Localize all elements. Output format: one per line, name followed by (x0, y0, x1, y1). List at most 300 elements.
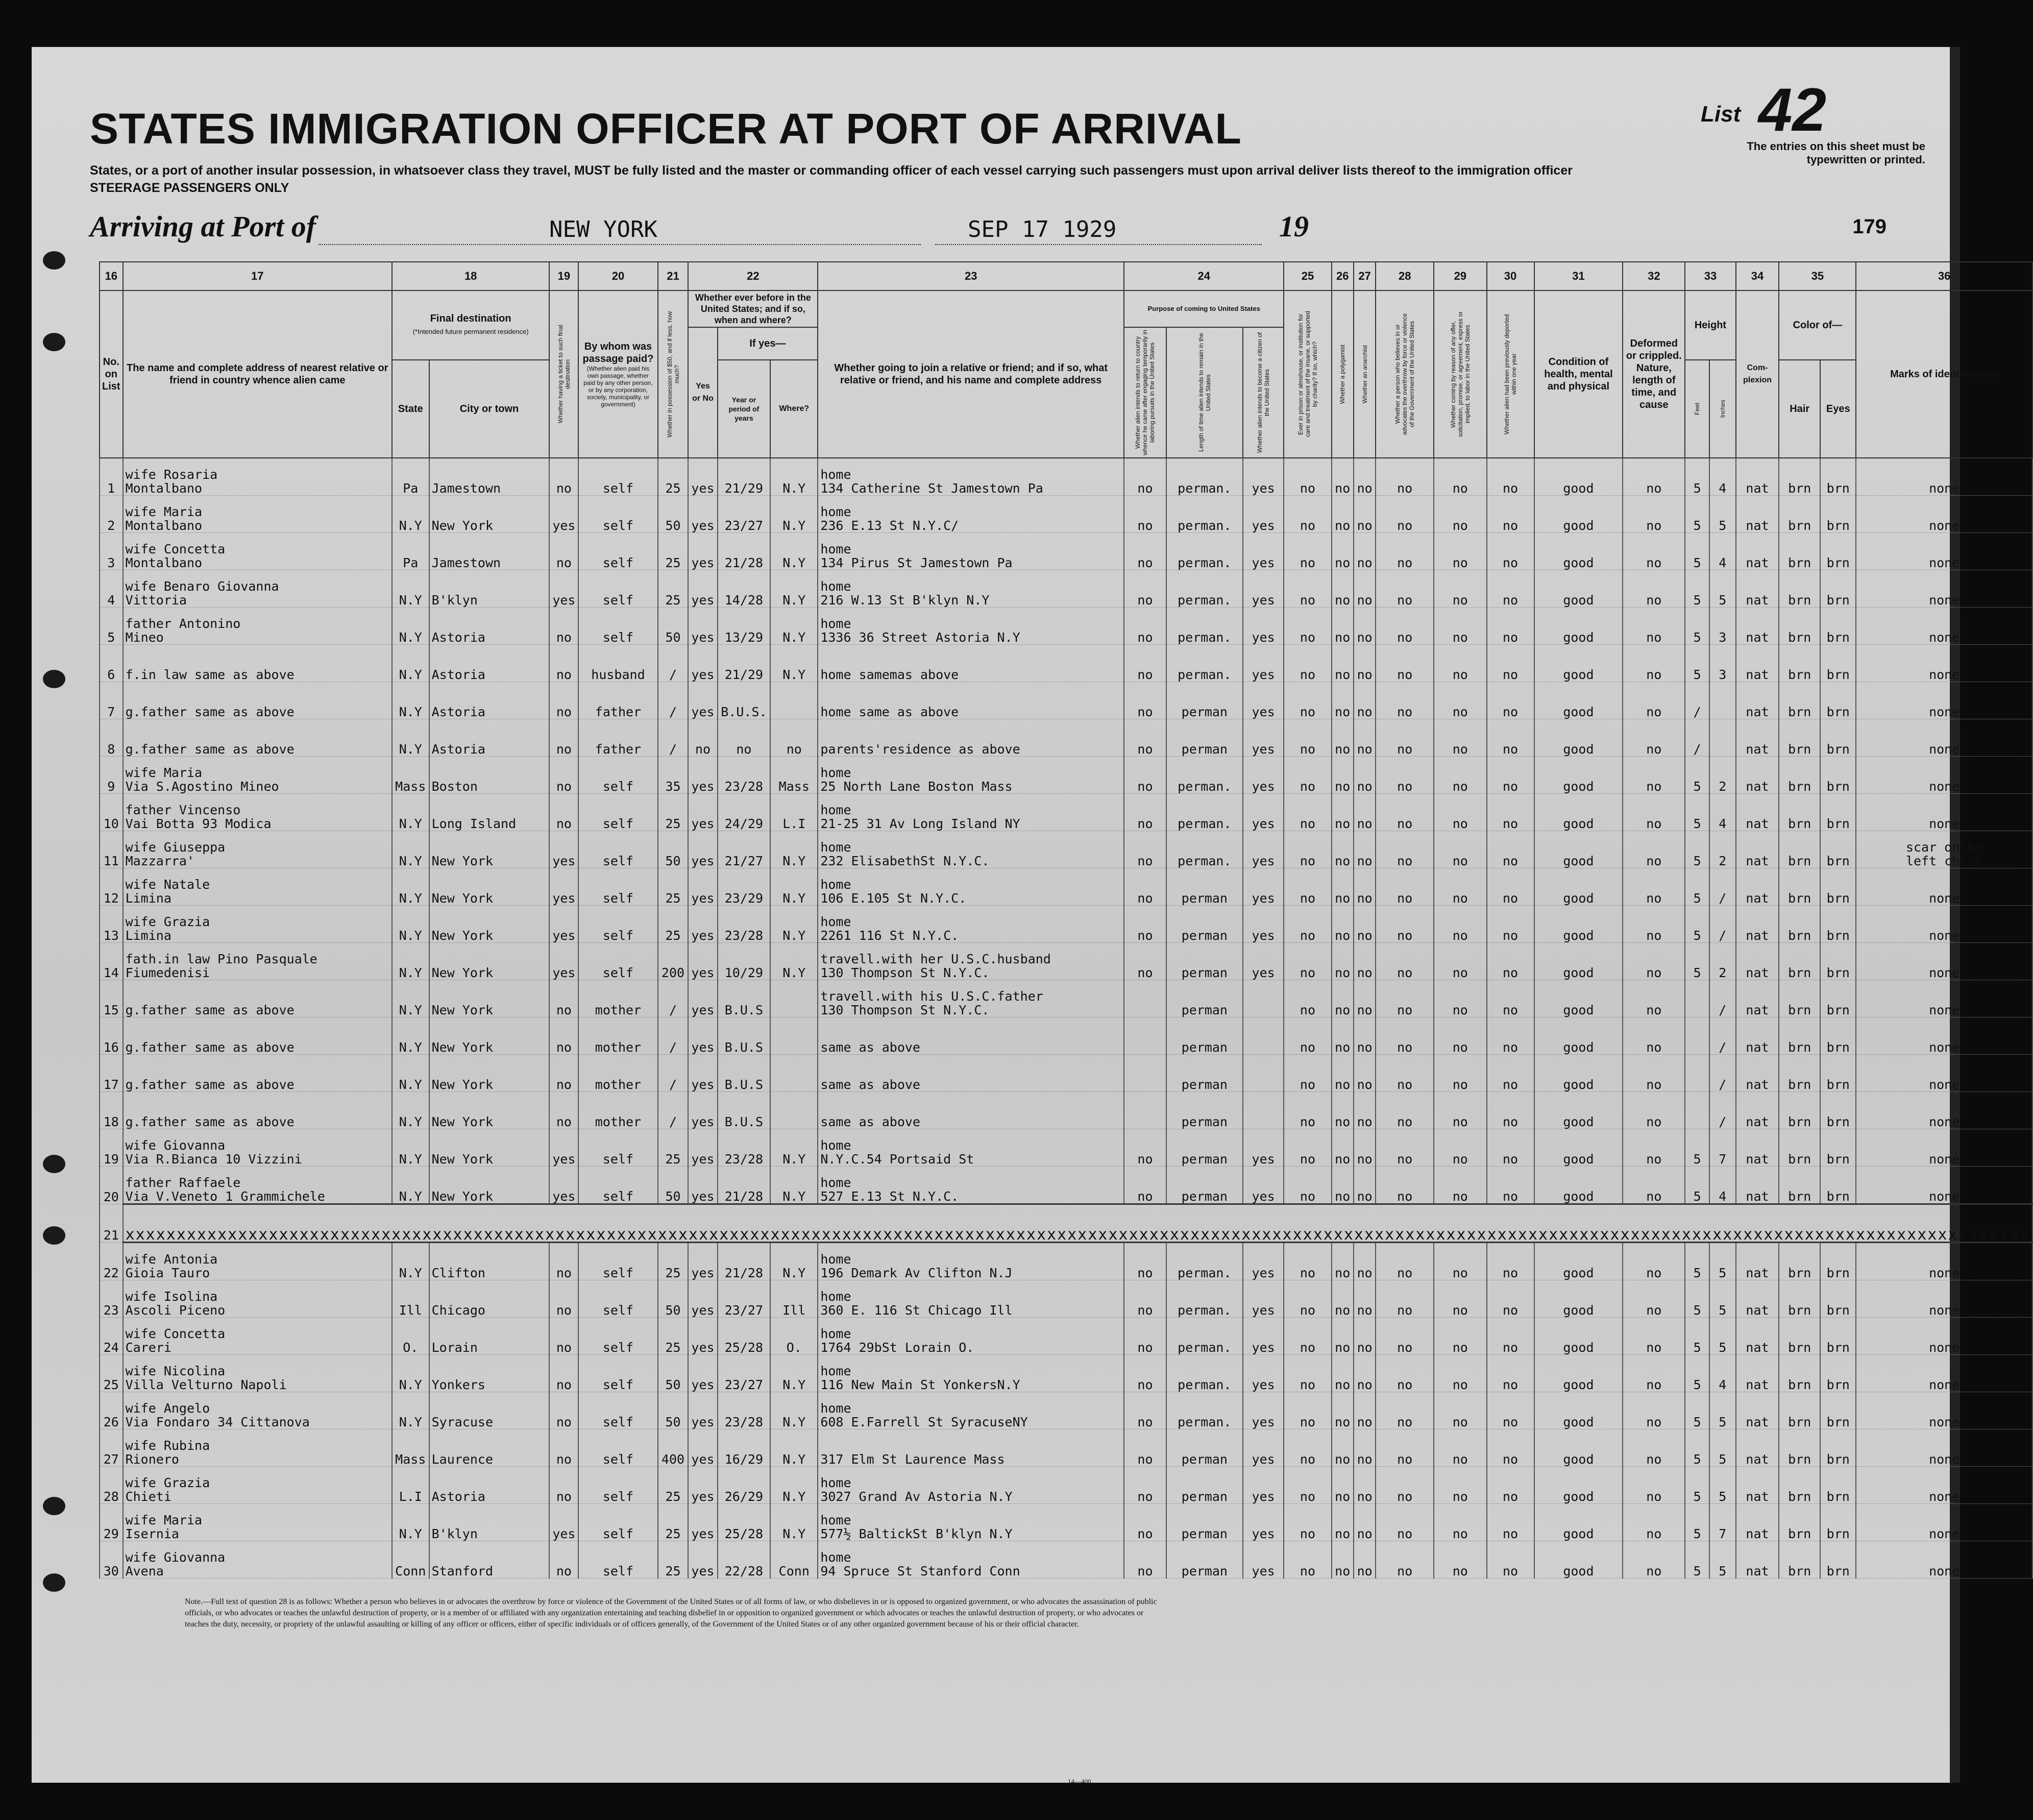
prison-value: no (1284, 1092, 1331, 1129)
relative-name-line: wife Antonia (125, 1252, 218, 1267)
previous-visit-value: yes (688, 1392, 717, 1429)
period-value: 23/27 (718, 496, 771, 533)
row-number: 16 (100, 1017, 123, 1055)
prison-value: no (1284, 831, 1331, 868)
hair-value: brn (1779, 1429, 1820, 1467)
hair-value: brn (1779, 608, 1820, 645)
marks-value: none (1856, 868, 2032, 906)
previous-visit-value: yes (688, 1243, 717, 1280)
eyes-value: brn (1820, 1129, 1856, 1167)
col-header-no-on-list: No. on List (100, 290, 123, 458)
length-value: perman (1166, 1055, 1243, 1092)
previous-visit-value: yes (688, 645, 717, 682)
steerage-note: STEERAGE PASSENGERS ONLY (90, 181, 289, 195)
deported-value: no (1487, 868, 1534, 906)
join-relative-value-line: travell.with his U.S.C.father (820, 989, 1043, 1004)
period-value: B.U.S (718, 1092, 771, 1129)
q29-value: no (1434, 570, 1486, 608)
feet-value: 5 (1685, 1541, 1709, 1579)
hair-value: brn (1779, 831, 1820, 868)
dest-city: Yonkers (429, 1355, 550, 1392)
length-value: perman (1166, 1467, 1243, 1504)
citizen-value (1243, 1017, 1284, 1055)
complexion-value: nat (1736, 645, 1779, 682)
prison-value: no (1284, 533, 1331, 570)
money-value: 25 (658, 533, 689, 570)
anarchist-value: no (1354, 1055, 1376, 1092)
complexion-value: nat (1736, 980, 1779, 1017)
join-relative-value-line: home (820, 1401, 851, 1416)
relative-name-line: wife Isolina (125, 1289, 218, 1304)
complexion-value: nat (1736, 682, 1779, 719)
join-relative-value (818, 1129, 1124, 1167)
passage-paid-value: husband (578, 645, 657, 682)
complexion-value: nat (1736, 1243, 1779, 1280)
citizen-value: yes (1243, 943, 1284, 980)
anarchist-value: no (1354, 1355, 1376, 1392)
table-row (100, 1129, 2032, 1167)
health-value: good (1534, 943, 1623, 980)
deformed-value: no (1623, 1467, 1685, 1504)
join-relative-value (818, 1541, 1124, 1579)
col-header-feet (1685, 360, 1709, 458)
passage-paid-value: mother (578, 1092, 657, 1129)
where-value: N.Y (770, 1392, 818, 1429)
q29-value: no (1434, 1243, 1486, 1280)
table-row (100, 1392, 2032, 1429)
dest-state: N.Y (392, 868, 429, 906)
relative-name (123, 943, 392, 980)
length-value: perman. (1166, 1243, 1243, 1280)
col-number: 19 (549, 262, 578, 290)
feet-value: 5 (1685, 1243, 1709, 1280)
passage-paid-value: self (578, 496, 657, 533)
q29-value: no (1434, 533, 1486, 570)
dest-city: New York (429, 831, 550, 868)
q28-value: no (1376, 1467, 1434, 1504)
previous-visit-value: yes (688, 496, 717, 533)
health-value: good (1534, 831, 1623, 868)
length-value: perman (1166, 1129, 1243, 1167)
prison-header-text: Ever in prison or almshouse, or institution for care and treatment of the insane, or supported by charity? If so, which? (1296, 311, 1318, 438)
col-number: 36 (1856, 262, 2032, 290)
col-header-inches (1709, 360, 1736, 458)
health-value: good (1534, 906, 1623, 943)
money-value: 25 (658, 458, 689, 496)
feet-value: 5 (1685, 943, 1709, 980)
length-value: perman (1166, 1167, 1243, 1204)
length-value: perman. (1166, 757, 1243, 794)
marks-value: none (1856, 1429, 2032, 1467)
length-value: perman. (1166, 496, 1243, 533)
join-relative-value-line: home (820, 1364, 851, 1378)
dest-state: N.Y (392, 570, 429, 608)
hair-value: brn (1779, 757, 1820, 794)
inches-value: 4 (1709, 1355, 1736, 1392)
deported-value: no (1487, 1429, 1534, 1467)
health-value: good (1534, 570, 1623, 608)
relative-name-line: Avena (125, 1564, 164, 1579)
eyes-value: brn (1820, 868, 1856, 906)
passage-paid-value: self (578, 1392, 657, 1429)
ticket-value: no (549, 719, 578, 757)
passage-paid-label: By whom was passage paid? (582, 341, 654, 365)
complexion-value: nat (1736, 794, 1779, 831)
complexion-value: nat (1736, 906, 1779, 943)
period-value: 21/28 (718, 1243, 771, 1280)
complexion-value: nat (1736, 1392, 1779, 1429)
inches-header-text: Inches (1719, 400, 1726, 418)
polygamist-value: no (1332, 906, 1354, 943)
prison-value: no (1284, 1318, 1331, 1355)
q29-header-text: Whether coming by reason of any offer, solicitation, promise, or agreement, express or implied, to labor in the United States (1449, 311, 1471, 438)
relative-name-line: wife Maria (125, 765, 203, 780)
dest-city: New York (429, 1167, 550, 1204)
join-relative-value-line: 216 W.13 St B'klyn N.Y (820, 593, 990, 608)
relative-name-line: father Raffaele (125, 1175, 241, 1190)
col-number: 18 (392, 262, 549, 290)
marks-value: none (1856, 1243, 2032, 1280)
q28-value: no (1376, 1129, 1434, 1167)
deported-header-text: Whether alien had been previously deported within one year (1503, 314, 1518, 434)
ticket-value: no (549, 1092, 578, 1129)
dest-city: New York (429, 868, 550, 906)
header-subtitle: States, or a port of another insular possession, in whatsoever class they travel, MUST be fully listed and the master or commanding officer of each vessel carrying such passengers must upon arrival deliver lists thereof to the immigration officer (90, 163, 1573, 178)
money-value: 25 (658, 906, 689, 943)
anarchist-value: no (1354, 458, 1376, 496)
return-value: no (1124, 682, 1166, 719)
period-value: 13/29 (718, 608, 771, 645)
join-relative-value-line: 21-25 31 Av Long Island NY (820, 816, 1020, 831)
period-value: 23/29 (718, 868, 771, 906)
passage-paid-value: self (578, 458, 657, 496)
previous-visit-value: yes (688, 1504, 717, 1541)
marks-value: none (1856, 1541, 2032, 1579)
deported-value: no (1487, 831, 1534, 868)
prison-value: no (1284, 645, 1331, 682)
where-value: N.Y (770, 645, 818, 682)
row-number: 23 (100, 1280, 123, 1318)
where-value: N.Y (770, 1429, 818, 1467)
q29-value: no (1434, 1541, 1486, 1579)
eyes-value: brn (1820, 1429, 1856, 1467)
money-value: 25 (658, 1504, 689, 1541)
return-value (1124, 1017, 1166, 1055)
col-header-return (1124, 327, 1166, 458)
feet-value: 5 (1685, 757, 1709, 794)
feet-value: 5 (1685, 1167, 1709, 1204)
inches-value: 7 (1709, 1504, 1736, 1541)
relative-name-line: wife Maria (125, 1513, 203, 1527)
inches-value: / (1709, 1092, 1736, 1129)
money-value: / (658, 1092, 689, 1129)
dest-state: N.Y (392, 1355, 429, 1392)
dest-state: Mass (392, 1429, 429, 1467)
q29-value: no (1434, 458, 1486, 496)
length-value: perman. (1166, 570, 1243, 608)
dest-city: Jamestown (429, 533, 550, 570)
where-value: N.Y (770, 570, 818, 608)
length-value: perman (1166, 1504, 1243, 1541)
relative-name (123, 1318, 392, 1355)
prison-value: no (1284, 1355, 1331, 1392)
deported-value: no (1487, 533, 1534, 570)
q29-value: no (1434, 1280, 1486, 1318)
polygamist-value: no (1332, 868, 1354, 906)
feet-value: 5 (1685, 794, 1709, 831)
passage-paid-value: self (578, 533, 657, 570)
anarchist-value: no (1354, 1017, 1376, 1055)
prison-value: no (1284, 682, 1331, 719)
inches-value: 3 (1709, 608, 1736, 645)
deformed-value: no (1623, 1541, 1685, 1579)
join-relative-value (818, 496, 1124, 533)
q29-value: no (1434, 608, 1486, 645)
period-value: no (718, 719, 771, 757)
deported-value: no (1487, 1541, 1534, 1579)
eyes-value: brn (1820, 980, 1856, 1017)
dest-state: Pa (392, 458, 429, 496)
period-value: 26/29 (718, 1467, 771, 1504)
table-row (100, 719, 2032, 757)
polygamist-value: no (1332, 682, 1354, 719)
relative-name: g.father same as above (123, 980, 392, 1017)
dest-city: Clifton (429, 1243, 550, 1280)
relative-name (123, 757, 392, 794)
anarchist-value: no (1354, 1541, 1376, 1579)
relative-name-line: Limina (125, 928, 172, 943)
dest-state: O. (392, 1318, 429, 1355)
q29-value: no (1434, 645, 1486, 682)
join-relative-value: 317 Elm St Laurence Mass (818, 1429, 1124, 1467)
ticket-value: no (549, 1243, 578, 1280)
money-value: / (658, 980, 689, 1017)
join-relative-value (818, 1318, 1124, 1355)
table-row (100, 1280, 2032, 1318)
q28-value: no (1376, 608, 1434, 645)
where-value: N.Y (770, 608, 818, 645)
hair-value: brn (1779, 1280, 1820, 1318)
col-number: 29 (1434, 262, 1486, 290)
prison-value: no (1284, 906, 1331, 943)
join-relative-value-line: 1764 29bSt Lorain O. (820, 1340, 974, 1355)
relative-name (123, 1541, 392, 1579)
ticket-value: no (549, 980, 578, 1017)
list-label: List (1701, 102, 1741, 127)
health-value: good (1534, 1392, 1623, 1429)
deformed-value: no (1623, 831, 1685, 868)
deported-value: no (1487, 458, 1534, 496)
hair-value: brn (1779, 1392, 1820, 1429)
hair-value: brn (1779, 794, 1820, 831)
row-number: 11 (100, 831, 123, 868)
relative-name-line: Via Fondaro 34 Cittanova (125, 1415, 310, 1429)
citizen-value (1243, 1092, 1284, 1129)
relative-name-line: wife Benaro Giovanna (125, 579, 279, 594)
feet-value: 5 (1685, 533, 1709, 570)
period-value: 21/29 (718, 458, 771, 496)
join-relative-value-line: home (820, 1175, 851, 1190)
money-value: 25 (658, 1467, 689, 1504)
join-relative-value (818, 1167, 1124, 1204)
deported-value: no (1487, 682, 1534, 719)
eyes-value: brn (1820, 1055, 1856, 1092)
citizen-value: yes (1243, 533, 1284, 570)
hair-value: brn (1779, 1167, 1820, 1204)
deported-value: no (1487, 943, 1534, 980)
marks-value-line: scar onthe (1905, 840, 1983, 855)
feet-value: 5 (1685, 1129, 1709, 1167)
table-row (100, 757, 2032, 794)
prison-value: no (1284, 570, 1331, 608)
row-number: 10 (100, 794, 123, 831)
deported-value: no (1487, 496, 1534, 533)
deformed-value: no (1623, 906, 1685, 943)
where-value: N.Y (770, 906, 818, 943)
complexion-value: nat (1736, 496, 1779, 533)
marks-value: none (1856, 1280, 2032, 1318)
year-prefix: 19 (1279, 210, 1309, 243)
join-relative-value (818, 980, 1124, 1017)
eyes-value: brn (1820, 906, 1856, 943)
dest-state: N.Y (392, 1243, 429, 1280)
health-value: good (1534, 1092, 1623, 1129)
row-number: 30 (100, 1541, 123, 1579)
feet-value: 5 (1685, 645, 1709, 682)
deported-value: no (1487, 1355, 1534, 1392)
hair-value: brn (1779, 1017, 1820, 1055)
q28-value: no (1376, 645, 1434, 682)
length-value: perman. (1166, 1355, 1243, 1392)
period-value: 23/27 (718, 1280, 771, 1318)
previous-visit-value: yes (688, 757, 717, 794)
q28-value: no (1376, 794, 1434, 831)
ticket-header-text: Whether having a ticket to such final destination (556, 325, 571, 424)
dest-state: N.Y (392, 831, 429, 868)
prison-value: no (1284, 868, 1331, 906)
return-value: no (1124, 458, 1166, 496)
relative-name-line: wife Giuseppa (125, 840, 226, 855)
hair-value: brn (1779, 682, 1820, 719)
relative-name-line: wife Natale (125, 877, 210, 892)
eyes-value: brn (1820, 1017, 1856, 1055)
complexion-value: nat (1736, 1017, 1779, 1055)
period-value: B.U.S (718, 1055, 771, 1092)
anarchist-value: no (1354, 980, 1376, 1017)
join-relative-value-line: 236 E.13 St N.Y.C/ (820, 518, 959, 533)
previous-visit-value: yes (688, 980, 717, 1017)
join-relative-value-line: 106 E.105 St N.Y.C. (820, 891, 967, 906)
length-value: perman. (1166, 1318, 1243, 1355)
col-header-complexion: Com-plexion (1736, 290, 1779, 458)
period-value: 23/28 (718, 757, 771, 794)
anarchist-header-text: Whether an anarchist (1361, 345, 1368, 404)
feet-value: 5 (1685, 1355, 1709, 1392)
feet-value: 5 (1685, 608, 1709, 645)
feet-value: 5 (1685, 906, 1709, 943)
ticket-value: yes (549, 906, 578, 943)
row-number: 8 (100, 719, 123, 757)
return-value: no (1124, 1167, 1166, 1204)
col-number: 16 (100, 262, 123, 290)
eyes-value: brn (1820, 533, 1856, 570)
q29-value: no (1434, 1017, 1486, 1055)
table-row (100, 1504, 2032, 1541)
q28-value: no (1376, 943, 1434, 980)
dest-state: N.Y (392, 496, 429, 533)
health-value: good (1534, 1429, 1623, 1467)
hair-value: brn (1779, 458, 1820, 496)
ticket-value: no (549, 1541, 578, 1579)
port-stamp: NEW YORK (549, 216, 657, 242)
row-number: 13 (100, 906, 123, 943)
row-number: 9 (100, 757, 123, 794)
passage-paid-note: (Whether alien paid his own passage, whether paid by any other person, or by any corporation, society, municipality, or government) (583, 365, 653, 408)
length-value: perman (1166, 1429, 1243, 1467)
relative-name-line: Mineo (125, 630, 164, 645)
where-value: N.Y (770, 1167, 818, 1204)
table-body (100, 458, 2032, 1579)
q29-value: no (1434, 719, 1486, 757)
ticket-value: no (549, 1429, 578, 1467)
passage-paid-value: self (578, 1504, 657, 1541)
relative-name: g.father same as above (123, 1017, 392, 1055)
eyes-value: brn (1820, 794, 1856, 831)
polygamist-value: no (1332, 831, 1354, 868)
hair-value: brn (1779, 1541, 1820, 1579)
inches-value: 5 (1709, 1243, 1736, 1280)
row-number: 18 (100, 1092, 123, 1129)
q29-value: no (1434, 1429, 1486, 1467)
col-number: 32 (1623, 262, 1685, 290)
table-row (100, 458, 2032, 496)
passage-paid-value: self (578, 757, 657, 794)
marks-value: none (1856, 794, 2032, 831)
relative-name (123, 1167, 392, 1204)
length-value: perman (1166, 719, 1243, 757)
q29-value: no (1434, 682, 1486, 719)
hair-value: brn (1779, 533, 1820, 570)
table-row (100, 682, 2032, 719)
relative-name-line: wife Giovanna (125, 1550, 226, 1565)
table-header (100, 262, 2032, 458)
form-code: 14—400 (1068, 1778, 1091, 1785)
deported-value: no (1487, 1467, 1534, 1504)
period-value: B.U.S (718, 1017, 771, 1055)
col-number: 33 (1685, 262, 1735, 290)
q29-value: no (1434, 868, 1486, 906)
dest-state: N.Y (392, 719, 429, 757)
join-relative-value-line: home (820, 1289, 851, 1304)
period-value: 21/28 (718, 533, 771, 570)
deported-value: no (1487, 1392, 1534, 1429)
passage-paid-value: father (578, 719, 657, 757)
q28-value: no (1376, 1017, 1434, 1055)
health-value: good (1534, 608, 1623, 645)
date-stamp: SEP 17 1929 (968, 216, 1117, 242)
marks-value: none (1856, 682, 2032, 719)
ticket-value: no (549, 794, 578, 831)
hair-value: brn (1779, 1243, 1820, 1280)
relative-name-line: Careri (125, 1340, 172, 1355)
deported-value: no (1487, 906, 1534, 943)
col-header-color: Color of— (1779, 290, 1856, 360)
deported-value: no (1487, 645, 1534, 682)
anarchist-value: no (1354, 1243, 1376, 1280)
col-number: 24 (1124, 262, 1284, 290)
deformed-value: no (1623, 943, 1685, 980)
dest-city: Jamestown (429, 458, 550, 496)
